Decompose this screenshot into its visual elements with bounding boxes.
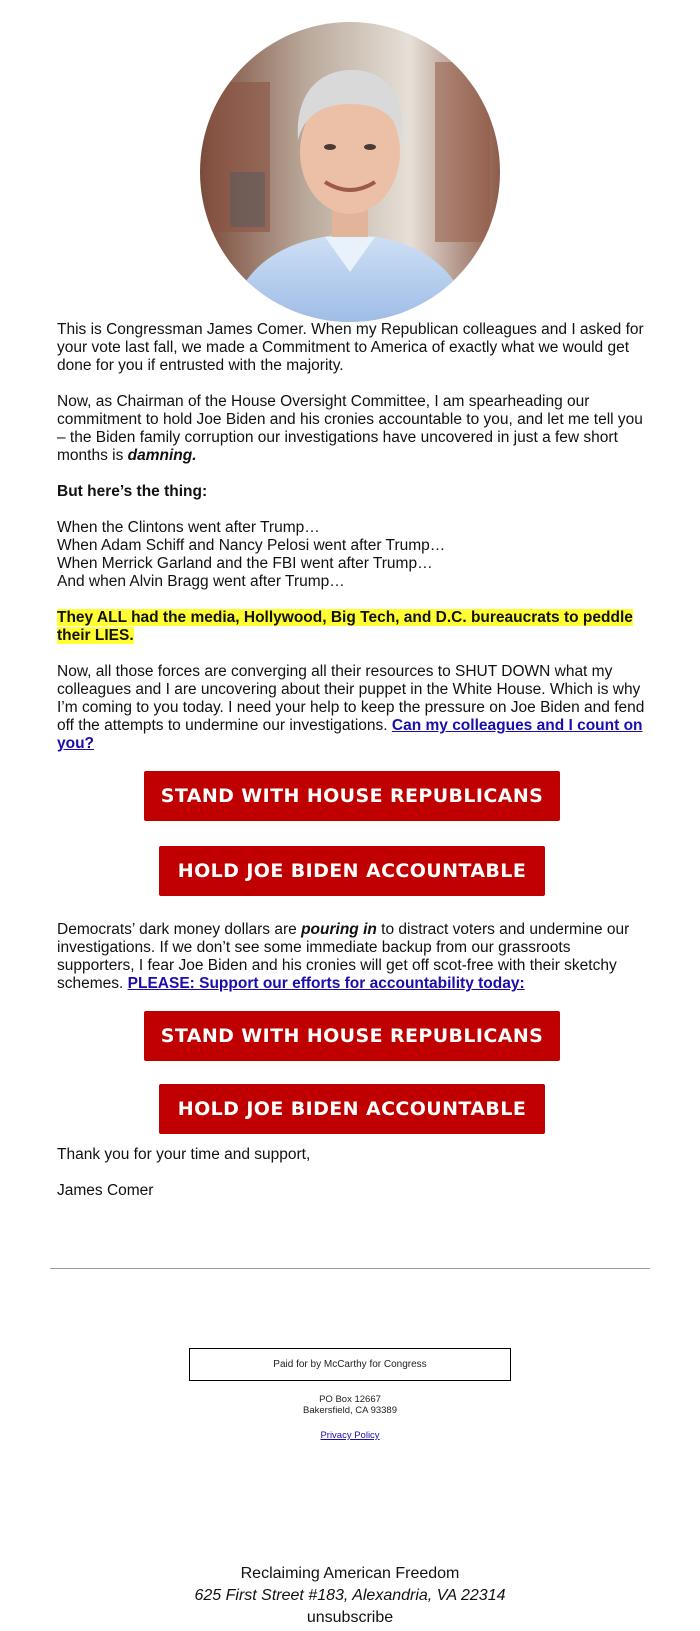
stand-with-house-republicans-button[interactable]: STAND WITH HOUSE REPUBLICANS (144, 1011, 560, 1061)
oversight-text: Now, as Chairman of the House Oversight Committee, I am spearheading our commitment to hold Joe Biden and his cronies accountable to you, and let me tell you – the Biden family corruption our investigations have uncovered in just a few short months is (57, 393, 643, 464)
paid-for-disclaimer: Paid for by McCarthy for Congress (189, 1348, 511, 1381)
po-box: PO Box 12667 (319, 1394, 381, 1405)
list-line: When Merrick Garland and the FBI went after Trump… (57, 555, 433, 572)
email-body (57, 321, 647, 1218)
organization-name: Reclaiming American Freedom (240, 1565, 460, 1582)
privacy-policy-link[interactable]: Privacy Policy (320, 1430, 380, 1441)
city-state-zip: Bakersfield, CA 93389 (302, 1405, 397, 1416)
hold-joe-biden-accountable-button[interactable]: HOLD JOE BIDEN ACCOUNTABLE (159, 1084, 545, 1134)
forces-paragraph (57, 663, 647, 753)
dark-money-paragraph (57, 921, 647, 993)
footer-divider (50, 1268, 650, 1269)
unsubscribe-link[interactable]: unsubscribe (306, 1609, 394, 1626)
forces-text: Now, all those forces are converging all their resources to SHUT DOWN what my colleagues and I are uncovering about their puppet in the White House. Which is why I’m coming to you today. I need your help to keep the pressure on Joe Biden and fend off the attempts to undermine our investigations. (57, 663, 645, 734)
count-on-you-link[interactable]: Can my colleagues and I count on you? (57, 717, 643, 752)
organization-address: 625 First Street #183, Alexandria, VA 22314 (194, 1587, 506, 1604)
mailing-address (0, 1394, 700, 1416)
sender-footer (0, 1563, 700, 1629)
pouring-in-emphasis: pouring in (301, 921, 377, 938)
list-line: And when Alvin Bragg went after Trump… (57, 573, 345, 590)
heres-the-thing-heading: But here’s the thing: (57, 483, 208, 500)
damning-emphasis: damning. (127, 447, 197, 464)
stand-with-house-republicans-button[interactable]: STAND WITH HOUSE REPUBLICANS (144, 771, 560, 821)
support-efforts-link[interactable]: PLEASE: Support our efforts for accountability today: (127, 975, 525, 992)
privacy-policy (0, 1430, 700, 1441)
highlighted-text: They ALL had the media, Hollywood, Big Tech, and D.C. bureaucrats to peddle their LIES. (57, 609, 633, 644)
hold-joe-biden-accountable-button[interactable]: HOLD JOE BIDEN ACCOUNTABLE (159, 846, 545, 896)
highlight-paragraph (57, 609, 647, 645)
oversight-paragraph (57, 393, 647, 465)
list-line: When the Clintons went after Trump… (57, 519, 320, 536)
list-line: When Adam Schiff and Nancy Pelosi went after Trump… (57, 537, 446, 554)
signature: James Comer (57, 1182, 154, 1199)
dark-money-text-b: to distract voters and undermine our investigations. If we don’t see some immediate backup from our grassroots supporters, I fear Joe Biden and his cronies will get off scot-free with their sketchy schemes. (57, 921, 630, 992)
thanks-line: Thank you for your time and support, (57, 1146, 311, 1163)
went-after-trump-list (57, 519, 647, 591)
intro-paragraph: This is Congressman James Comer. When my Republican colleagues and I asked for your vote last fall, we made a Commitment to America of exactly what we would get done for you if entrusted with the majority. (57, 321, 644, 374)
portrait-photo (200, 22, 500, 322)
dark-money-text-a: Democrats’ dark money dollars are (57, 921, 302, 938)
